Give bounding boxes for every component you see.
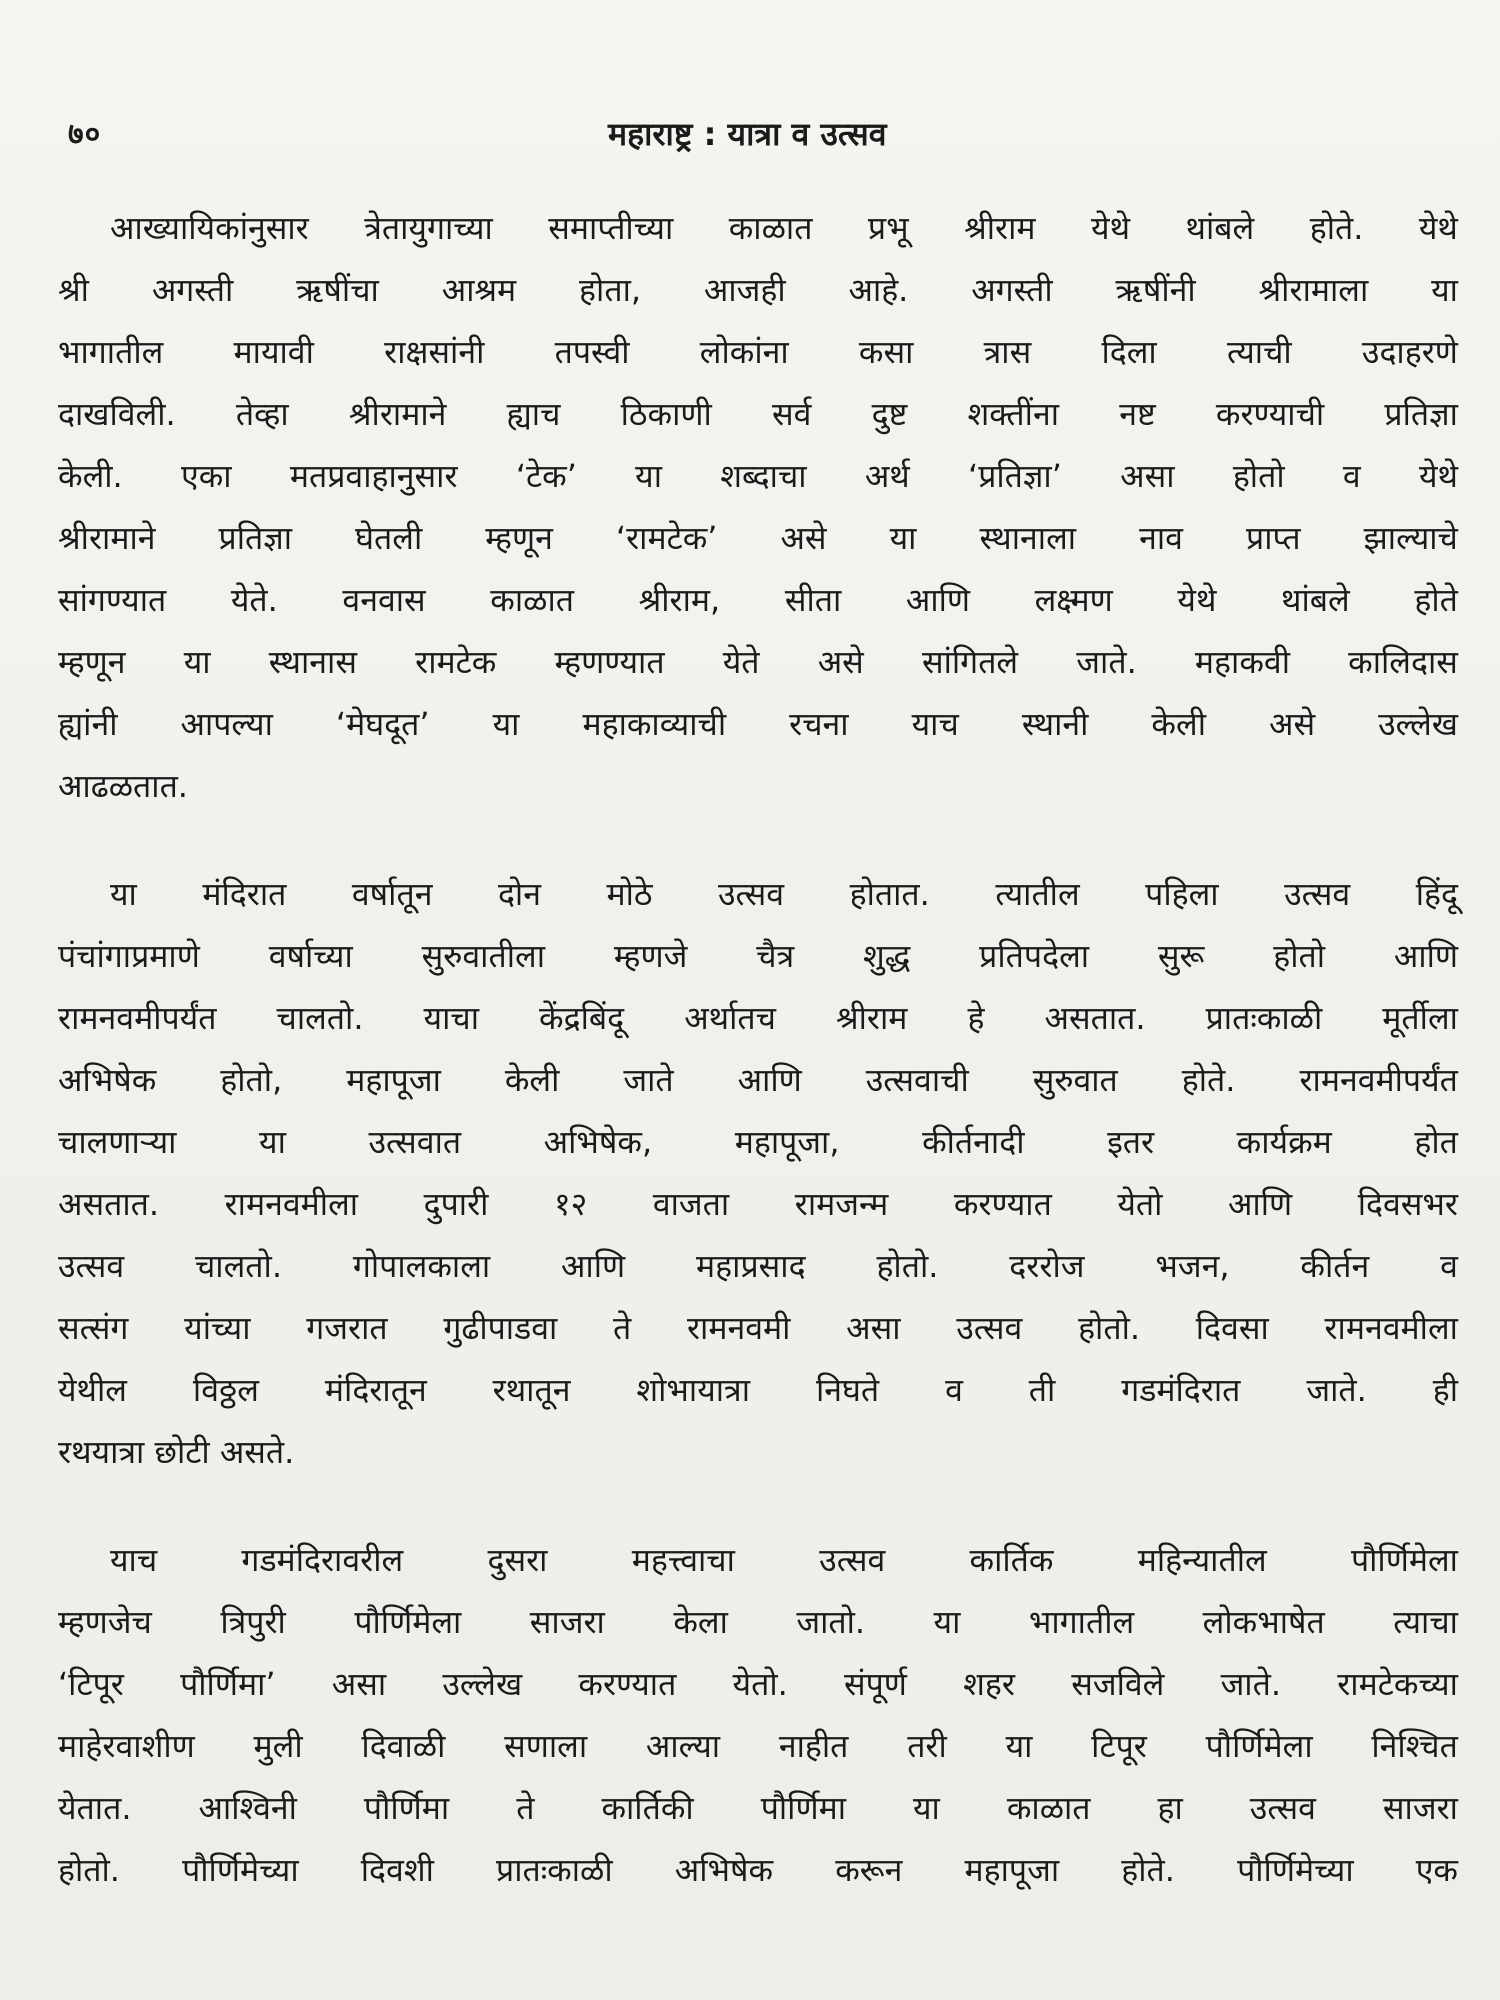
word: उत्सव [956,1308,1023,1347]
word: लोकभाषेत [1202,1602,1325,1641]
word: सणाला [504,1726,588,1765]
word: असा [846,1308,901,1347]
text-line [58,196,1458,258]
word: घेतली [355,518,423,557]
word: तेव्हा [235,394,289,433]
word: व [1342,456,1361,495]
word: काळात [728,208,813,247]
word: सुरुवात [1032,1060,1118,1099]
word: वाजता [652,1184,730,1223]
word: पौर्णिमा’ [180,1664,276,1703]
word: एक [1415,1850,1458,1889]
word: दिवाळी [361,1726,446,1765]
word: कीर्तनादी [922,1122,1025,1161]
word: त्याचा [1393,1602,1458,1641]
word: येथे [1177,580,1217,619]
word: ऋषींचा [296,270,379,309]
word: दिवशी [360,1850,434,1889]
word: करून [835,1850,903,1889]
text-line [58,382,1458,444]
word: आणि [561,1246,626,1285]
word: महत्त्वाचा [631,1540,735,1579]
word: करण्यात [953,1184,1052,1223]
word: त्याची [1226,332,1292,371]
paragraph-2 [58,862,1458,1482]
word: या [259,1122,286,1161]
word: यांच्या [184,1308,251,1347]
word: स्थानास [268,642,357,681]
text-line: आढळतात. [58,766,188,805]
word: गुढीपाडवा [443,1308,558,1347]
word: ‘टेक’ [515,456,577,495]
word: रामनवमी [686,1308,791,1347]
word: वर्षाच्या [268,936,353,975]
word: सीता [784,580,842,619]
word: कीर्तन [1300,1246,1370,1285]
word: उत्सव [717,874,785,913]
word: या [1431,270,1458,309]
word: दाखविली. [58,394,176,433]
word: माहेरवाशीण [58,1726,195,1765]
word: प्रतिज्ञा [218,518,293,557]
text-line [58,862,1458,924]
word: महाकवी [1194,642,1290,681]
word: ‘मेघदूत’ [335,704,430,743]
text-line [58,320,1458,382]
word: थांबले [1185,208,1255,247]
word: रामनवमीपर्यंत [1299,1060,1458,1099]
word: म्हणण्यात [554,642,665,681]
word: येथे [1418,208,1458,247]
word: येते. [230,580,278,619]
word: उत्सव [58,1246,125,1285]
word: सांगितले [921,642,1019,681]
word: ती [1028,1370,1056,1409]
word: काळात [490,580,574,619]
word: आहे. [848,270,909,309]
word: जाते. [1076,642,1137,681]
word: पौर्णिमेला [1205,1726,1313,1765]
word: होते. [1121,1850,1175,1889]
word: दुसरा [487,1540,548,1579]
word: दिला [1101,332,1157,371]
word: जाते. [1306,1370,1367,1409]
word: असा [1120,456,1175,495]
word: लक्ष्मण [1034,580,1113,619]
word: येथे [1418,456,1458,495]
word: रामनवमीला [224,1184,359,1223]
paragraph-1 [58,196,1458,816]
word: ‘प्रतिज्ञा’ [968,456,1062,495]
word: ते [516,1788,535,1827]
word: मुली [253,1726,303,1765]
word: पौर्णिमेच्या [1237,1850,1354,1889]
word: होते. [1181,1060,1236,1099]
word: ‘रामटेक’ [615,518,718,557]
word: मंदिरात [202,874,287,913]
word: आजही [703,270,786,309]
word: केली [1151,704,1206,743]
text-line [58,924,1458,986]
word: चैत्र [756,936,795,975]
word: सुरुवातीला [421,936,545,975]
word: सांगण्यात [58,580,167,619]
word: दुपारी [423,1184,489,1223]
word: होतो. [876,1246,939,1285]
word: त्रेतायुगाच्या [364,208,493,247]
word: सत्संग [58,1308,129,1347]
word: श्रीरामाने [348,394,447,433]
word: आल्या [645,1726,721,1765]
word: तरी [907,1726,947,1765]
word: ह्याच [506,394,561,433]
word: होतो. [1078,1308,1141,1347]
word: झाल्याचे [1363,518,1458,557]
word: ही [1432,1370,1458,1409]
word: या [933,1602,961,1641]
word: येतात. [58,1788,132,1827]
word: होतो [1232,456,1285,495]
word: नाहीत [778,1726,849,1765]
text-line [58,1652,1458,1714]
word: येते [722,642,760,681]
word: अर्थातच [684,998,776,1037]
word: अर्थ [864,456,910,495]
text-line [58,1714,1458,1776]
text-line [58,258,1458,320]
word: श्रीराम, [638,580,721,619]
word: आश्विनी [198,1788,297,1827]
word: रामजन्म [794,1184,889,1223]
body-text [58,196,1458,1946]
word: अभिषेक [58,1060,157,1099]
word: पहिला [1145,874,1219,913]
word: आख्यायिकांनुसार [110,208,309,247]
word: दिवसभर [1357,1184,1458,1223]
word: दुष्ट [871,394,908,433]
word: सर्व [771,394,812,433]
text-line [58,1172,1458,1234]
word: उत्सव [1284,874,1351,913]
word: याच [110,1540,158,1579]
word: त्रिपुरी [220,1602,286,1641]
word: भागातील [58,332,164,371]
word: पंचांगाप्रमाणे [58,936,200,975]
text-line [58,1590,1458,1652]
text-line [58,568,1458,630]
word: केंद्रबिंदू [539,998,625,1037]
word: चालतो. [194,1246,282,1285]
word: या [183,642,211,681]
word: वर्षातून [351,874,433,913]
word: हा [1157,1788,1183,1827]
word: रचना [789,704,849,743]
word: कार्यक्रम [1236,1122,1332,1161]
word: उत्सवाची [865,1060,969,1099]
word: महापूजा [964,1850,1060,1889]
word: होतात. [849,874,930,913]
word: जातो. [796,1602,866,1641]
word: होतो, [220,1060,283,1099]
word: स्थानाला [979,518,1077,557]
word: शक्तींना [967,394,1060,433]
text-line [58,1838,1458,1900]
word: उल्लेख [442,1664,523,1703]
word: शब्दाचा [720,456,807,495]
word: जाते [623,1060,674,1099]
word: आणि [1228,1184,1293,1223]
word: प्रतिज्ञा [1384,394,1458,433]
word: हिंदू [1415,874,1458,913]
word: राक्षसांनी [384,332,485,371]
word: विठ्ठल [192,1370,259,1409]
word: रामनवमीला [1324,1308,1458,1347]
word: होतो. [58,1850,120,1889]
word: चालतो. [276,998,364,1037]
word: श्रीरामाला [1258,270,1369,309]
word: एका [181,456,232,495]
word: करण्यात [578,1664,677,1703]
word: म्हणून [485,518,553,557]
word: इतर [1107,1122,1155,1161]
word: व [1440,1246,1458,1285]
word: होतो [1273,936,1326,975]
page-header [68,112,1440,160]
word: प्राप्त [1245,518,1301,557]
word: ‘टिपूर [58,1664,124,1703]
word: रथातून [492,1370,571,1409]
word: ठिकाणी [620,394,712,433]
word: श्रीरामाने [58,518,156,557]
word: महाप्रसाद [696,1246,806,1285]
word: हे [967,998,985,1037]
text-line [58,1234,1458,1296]
word: अभिषेक, [543,1122,653,1161]
word: जाते. [1220,1664,1282,1703]
word: ऋषींनी [1115,270,1196,309]
word: याच [911,704,959,743]
text-line [58,506,1458,568]
word: उत्सव [819,1540,886,1579]
word: समाप्तीच्या [548,208,674,247]
word: संपूर्ण [844,1664,907,1703]
word: येथे [1091,208,1131,247]
word: त्रास [983,332,1032,371]
word: येतो [1117,1184,1163,1223]
word: महाकाव्याची [582,704,727,743]
word: या [110,874,137,913]
word: गडमंदिरावरील [241,1540,404,1579]
word: शोभायात्रा [636,1370,751,1409]
word: मोठे [606,874,653,913]
word: अगस्ती [151,270,234,309]
word: दोन [497,874,541,913]
running-title: महाराष्ट्र : यात्रा व उत्सव [608,115,887,153]
text-line [58,630,1458,692]
word: गडमंदिरात [1121,1370,1241,1409]
word: दिवसा [1195,1308,1269,1347]
word: चालणाऱ्या [58,1122,177,1161]
word: प्रतिपदेला [979,936,1090,975]
text-line [58,1110,1458,1172]
word: ते [613,1308,632,1347]
word: होत [1414,1122,1458,1161]
word: सजविले [1071,1664,1165,1703]
word: रामनवमीपर्यंत [58,998,217,1037]
text-line [58,1776,1458,1838]
word: ह्यांनी [58,704,118,743]
word: केला [673,1602,728,1641]
word: पौर्णिमा [760,1788,846,1827]
word: रामटेक [415,642,497,681]
word: केली. [58,456,123,495]
word: कार्तिक [969,1540,1054,1579]
word: येतो. [732,1664,788,1703]
word: येथील [58,1370,127,1409]
word: प्रभू [867,208,909,247]
text-line: रथयात्रा छोटी असते. [58,1432,295,1471]
word: या [635,456,662,495]
word: असे [1269,704,1316,743]
word: महिन्यातील [1137,1540,1267,1579]
word: निघते [815,1370,880,1409]
word: टिपूर [1091,1726,1147,1765]
text-line [58,444,1458,506]
word: पौर्णिमेला [354,1602,462,1641]
word: होते. [1309,208,1364,247]
word: आश्रम [441,270,517,309]
word: निश्चित [1371,1726,1458,1765]
word: याचा [423,998,480,1037]
word: प्रातःकाळी [495,1850,613,1889]
word: महापूजा [346,1060,441,1099]
word: होता, [579,270,642,309]
word: भागातील [1028,1602,1135,1641]
word: साजरा [529,1602,605,1641]
paragraph-3 [58,1528,1458,1900]
text-line [58,1296,1458,1358]
word: होते [1414,580,1458,619]
word: तपस्वी [554,332,630,371]
word: या [912,1788,940,1827]
word: कार्तिकी [601,1788,694,1827]
word: महापूजा, [734,1122,840,1161]
word: मतप्रवाहानुसार [289,456,458,495]
word: आणि [905,580,970,619]
word: मायावी [233,332,314,371]
word: गोपालकाला [352,1246,491,1285]
word: या [1005,1726,1033,1765]
word: श्री [58,270,89,309]
word: १२ [554,1184,588,1223]
word: पौर्णिमेच्या [182,1850,299,1889]
word: सुरू [1157,936,1205,975]
word: वनवास [342,580,426,619]
word: म्हणजे [613,936,688,975]
word: श्रीराम [964,208,1036,247]
text-line [58,1528,1458,1590]
word: केली [504,1060,560,1099]
word: असा [331,1664,387,1703]
word: उत्सव [1249,1788,1316,1827]
word: आपल्या [180,704,273,743]
word: थांबले [1281,580,1350,619]
word: अगस्ती [971,270,1053,309]
word: करण्याची [1215,394,1325,433]
word: उल्लेख [1378,704,1458,743]
word: रामटेकच्या [1337,1664,1458,1703]
word: या [889,518,917,557]
word: दररोज [1009,1246,1085,1285]
word: असे [817,642,864,681]
word: पौर्णिमा [363,1788,450,1827]
word: भजन, [1155,1246,1230,1285]
word: प्रातःकाळी [1205,998,1323,1037]
word: त्यातील [995,874,1080,913]
word: असे [780,518,827,557]
text-line [58,986,1458,1048]
word: स्थानी [1021,704,1089,743]
word: श्रीराम [835,998,908,1037]
word: पौर्णिमेला [1350,1540,1458,1579]
word: व [945,1370,963,1409]
word: काळात [1006,1788,1091,1827]
word: उत्सवात [368,1122,462,1161]
word: नष्ट [1119,394,1156,433]
word: आणि [1393,936,1458,975]
word: नाव [1139,518,1183,557]
word: गजरात [306,1308,388,1347]
word: म्हणून [58,642,126,681]
word: शहर [963,1664,1015,1703]
word: म्हणजेच [58,1602,152,1641]
word: असतात. [1044,998,1146,1037]
word: असतात. [58,1184,160,1223]
word: साजरा [1382,1788,1458,1827]
text-line [58,1048,1458,1110]
word: उदाहरणे [1361,332,1458,371]
word: अभिषेक [674,1850,774,1889]
word: मंदिरातून [324,1370,427,1409]
text-line [58,692,1458,754]
word: मूर्तीला [1382,998,1458,1037]
word: या [492,704,520,743]
word: शुद्ध [863,936,911,975]
text-line [58,1358,1458,1420]
word: कालिदास [1348,642,1458,681]
page-number: ७० [68,117,102,152]
word: आणि [737,1060,802,1099]
word: कसा [858,332,914,371]
word: लोकांना [699,332,789,371]
